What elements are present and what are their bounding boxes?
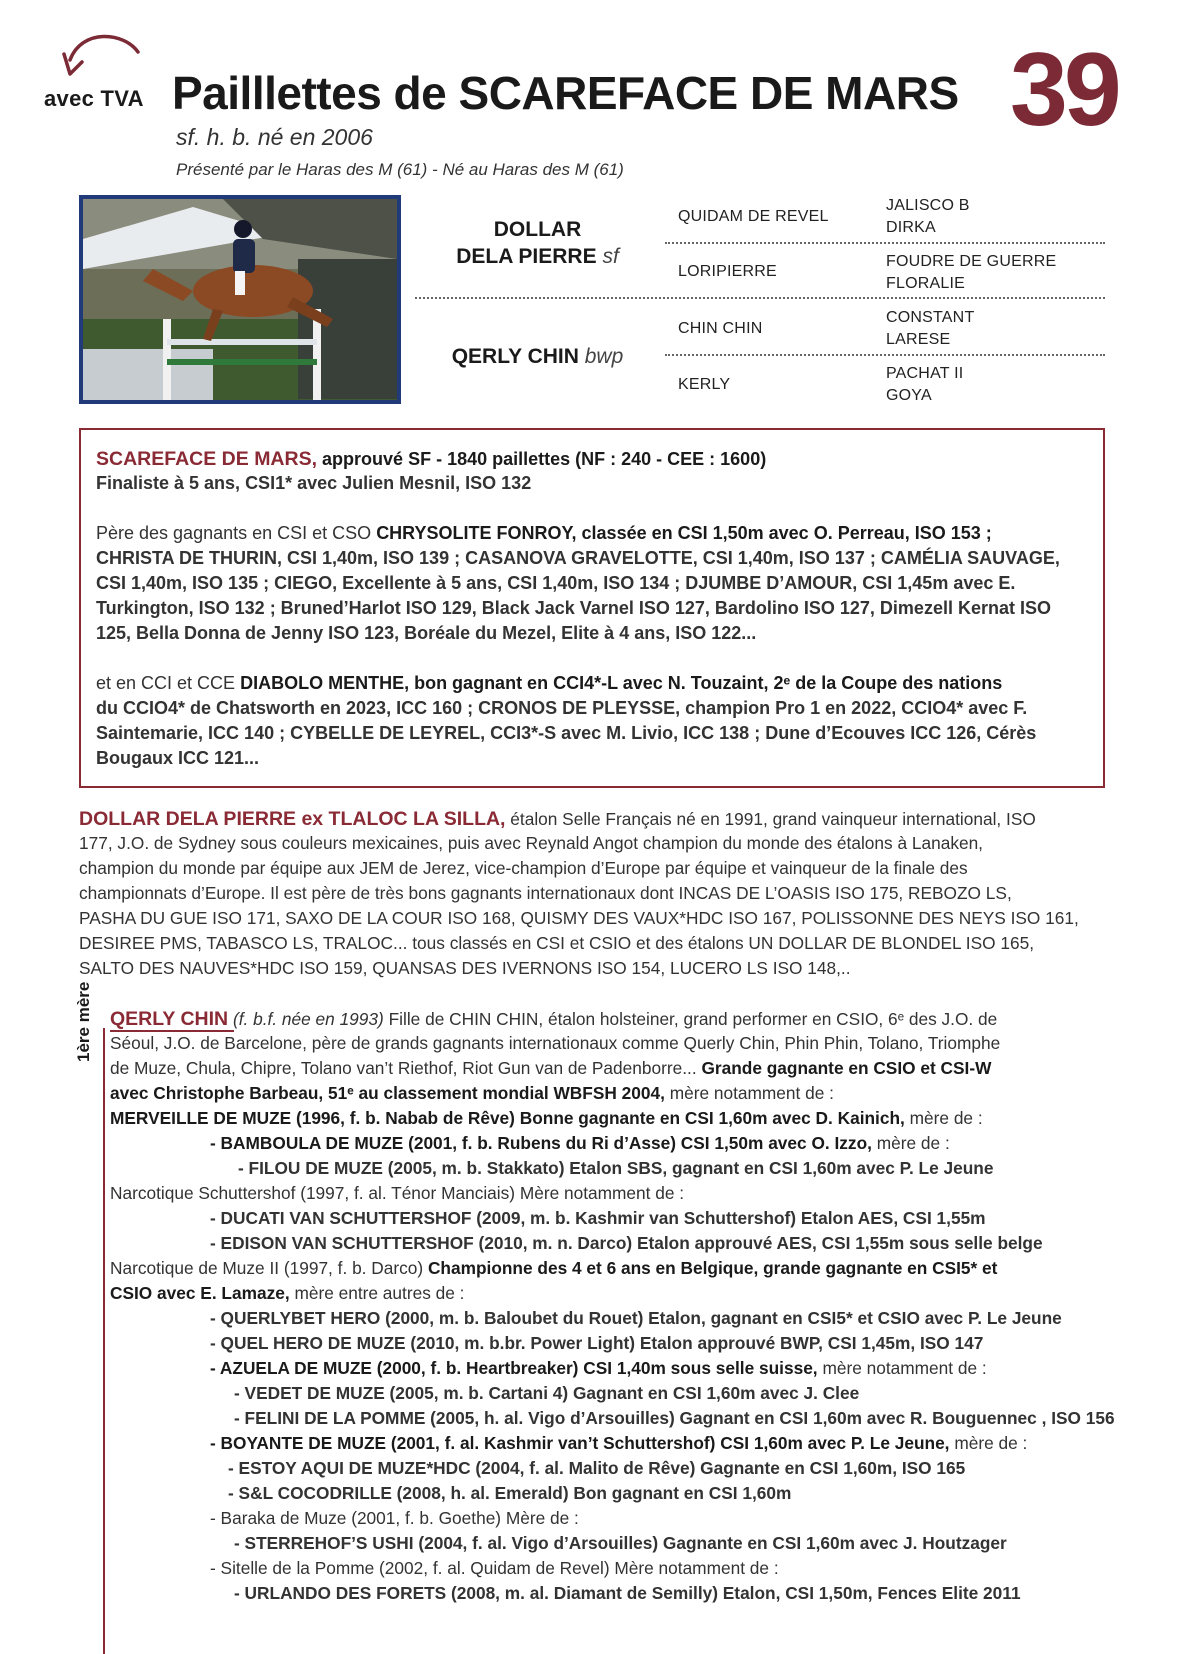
dam-name: QERLY CHIN bwp (451, 345, 624, 368)
granddam-maternal: KERLY (678, 376, 731, 393)
offspring-csi-line: Turkington, ISO 132 ; Bruned’Harlot ISO 129, Black Jack Varnel ISO 127, Bardolino ISO 127, Dimezell Kernat ISO (96, 598, 1051, 618)
great-grandparent: FLORALIE (886, 275, 965, 292)
sire-paragraph-line: DOLLAR DELA PIERRE ex TLALOC LA SILLA, étalon Selle Français né en 1991, grand vainqueur international, ISO (79, 808, 1036, 830)
first-dam-label: 1ère mère (74, 981, 93, 1062)
pedigree-divider (415, 297, 1105, 299)
sire-paragraph-line: DESIREE PMS, TABASCO LS, TRALOC... tous classés en CSI et CSIO et des étalons UN DOLLAR DE BLONDEL ISO 165, (79, 933, 1034, 953)
sire-paragraph-line: championnats d’Europe. Il est père de très bons gagnants internationaux dont INCAS DE L’OASIS ISO 175, REBOZO LS, (79, 883, 1012, 903)
tva-label: avec TVA (44, 86, 144, 111)
offspring-csi-line: CHRISTA DE THURIN, CSI 1,40m, ISO 139 ; CASANOVA GRAVELOTTE, CSI 1,40m, ISO 137 ; CAMÉLIA SAUVAGE, (96, 548, 1060, 568)
stallion-line1: SCAREFACE DE MARS, approuvé SF - 1840 paillettes (NF : 240 - CEE : 1600) (96, 448, 767, 470)
sire-paragraph-line: champion du monde par équipe aux JEM de Jerez, vice-champion d’Europe par équipe et vainqueur de la finale des (79, 858, 968, 878)
curved-arrow-icon (62, 30, 142, 82)
pedigree-divider (665, 354, 1105, 356)
presented-by: Présenté par le Haras des M (61) - Né au Haras des M (61) (176, 160, 624, 179)
produce-line: Narcotique de Muze II (1997, f. b. Darco) Championne des 4 et 6 ans en Belgique, grande gagnante en CSI5* et (110, 1258, 998, 1278)
page-title: Pailllettes de SCAREFACE DE MARS (172, 67, 959, 119)
sire-name-line2: DELA PIERRE sf (456, 245, 619, 268)
great-grandparent: DIRKA (886, 219, 936, 236)
produce-line: CSIO avec E. Lamaze, mère entre autres de : (110, 1283, 465, 1303)
great-grandparent: FOUDRE DE GUERRE (886, 253, 1057, 270)
great-grandparent: PACHAT II (886, 365, 964, 382)
granddam-paternal: LORIPIERRE (678, 263, 777, 280)
pedigree-divider (665, 242, 1105, 244)
dam-breed: bwp (584, 345, 624, 368)
produce-line: - BAMBOULA DE MUZE (2001, f. b. Rubens du Ri d’Asse) CSI 1,50m avec O. Izzo, mère de : (210, 1133, 950, 1153)
dam-paragraph-line: de Muze, Chula, Chipre, Tolano van’t Riethof, Riot Gun van de Padenborre... Grande gagnante en CSIO et CSI-W (110, 1058, 992, 1078)
produce-line: - EDISON VAN SCHUTTERSHOF (2010, m. n. Darco) Etalon approuvé AES, CSI 1,55m sous selle belge (210, 1233, 1043, 1253)
sire-name-line1: DOLLAR (493, 218, 582, 241)
produce-line: MERVEILLE DE MUZE (1996, f. b. Nabab de Rêve) Bonne gagnante en CSI 1,60m avec D. Kainich, mère de : (110, 1108, 983, 1128)
produce-line: - FELINI DE LA POMME (2005, h. al. Vigo d’Arsouilles) Gagnant en CSI 1,60m avec R. Bouguennec , ISO 156 (234, 1408, 1115, 1428)
offspring-cci-line: Saintemarie, ICC 140 ; CYBELLE DE LEYREL, CCI3*-S avec M. Livio, ICC 138 ; Dune d’Ecouves ICC 126, Cérès (96, 723, 1037, 743)
offspring-cci-line: Bougaux ICC 121... (96, 748, 260, 768)
produce-line: - S&L COCODRILLE (2008, h. al. Emerald) Bon gagnant en CSI 1,60m (228, 1483, 792, 1503)
produce-line: Narcotique Schuttershof (1997, f. al. Ténor Manciais) Mère notamment de : (110, 1183, 685, 1203)
sire-breed: sf (602, 245, 619, 268)
dam-paragraph-line: avec Christophe Barbeau, 51ᵉ au classement mondial WBFSH 2004, mère notamment de : (110, 1083, 834, 1103)
great-grandparent: JALISCO B (886, 197, 970, 214)
offspring-csi-line: CSI 1,40m, ISO 135 ; CIEGO, Excellente à 5 ans, CSI 1,40m, ISO 134 ; DJUMBE D’AMOUR, CSI 1,45m avec E. (96, 573, 1016, 593)
produce-line: - Sitelle de la Pomme (2002, f. al. Quidam de Revel) Mère notamment de : (210, 1558, 779, 1578)
produce-line: - STERREHOF’S USHI (2004, f. al. Vigo d’Arsouilles) Gagnante en CSI 1,60m avec J. Houtzager (234, 1533, 1007, 1553)
great-grandparent: LARESE (886, 331, 951, 348)
produce-line: - ESTOY AQUI DE MUZE*HDC (2004, f. al. Malito de Rêve) Gagnante en CSI 1,60m, ISO 165 (228, 1458, 966, 1478)
offspring-csi-line: 125, Bella Donna de Jenny ISO 123, Boréale du Mezel, Elite à 4 ans, ISO 122... (96, 623, 757, 643)
sire-paragraph-line: PASHA DU GUE ISO 171, SAXO DE LA COUR ISO 168, QUISMY DES VAUX*HDC ISO 167, POLISSONNE DES NEYS ISO 161, (79, 908, 1079, 928)
sire-paragraph-line: 177, J.O. de Sydney sous couleurs mexicaines, puis avec Reynald Angot champion du monde des étalons à Lanaken, (79, 833, 983, 853)
dam-paragraph-line: Séoul, J.O. de Barcelone, père de grands gagnants internationaux comme Querly Chin, Phin Phin, Tolano, Triomphe (110, 1033, 1001, 1053)
produce-line: - DUCATI VAN SCHUTTERSHOF (2009, m. b. Kashmir van Schuttershof) Etalon AES, CSI 1,55m (210, 1208, 986, 1228)
dam-section-bar (103, 1028, 105, 1654)
produce-line: - FILOU DE MUZE (2005, m. b. Stakkato) Etalon SBS, gagnant en CSI 1,60m avec P. Le Jeune (238, 1158, 994, 1178)
produce-line: - QUERLYBET HERO (2000, m. b. Baloubet du Rouet) Etalon, gagnant en CSI5* et CSIO avec P. Le Jeune (210, 1308, 1062, 1328)
sire-heading: DOLLAR DELA PIERRE ex TLALOC LA SILLA, (79, 808, 506, 830)
great-grandparent: GOYA (886, 387, 932, 404)
great-grandparent: CONSTANT (886, 309, 975, 326)
stallion-name: SCAREFACE DE MARS, (96, 448, 318, 470)
horse-photo (79, 195, 401, 404)
offspring-csi-line: Père des gagnants en CSI et CSO CHRYSOLITE FONROY, classée en CSI 1,50m avec O. Perreau, ISO 153 ; (96, 523, 992, 543)
stallion-line2: Finaliste à 5 ans, CSI1* avec Julien Mesnil, ISO 132 (96, 473, 532, 493)
lot-number: 39 (1010, 32, 1118, 148)
dam-paragraph-line: QERLY CHIN (f. b.f. née en 1993) Fille de CHIN CHIN, étalon holsteiner, grand performer en CSIO, 6ᵉ des J.O. de (110, 1008, 998, 1030)
offspring-cci-line: et en CCI et CCE DIABOLO MENTHE, bon gagnant en CCI4*-L avec N. Touzaint, 2ᵉ de la Coupe des nations (96, 673, 1003, 693)
produce-line: - AZUELA DE MUZE (2000, f. b. Heartbreaker) CSI 1,40m sous selle suisse, mère notamment de : (210, 1358, 987, 1378)
produce-line: - BOYANTE DE MUZE (2001, f. al. Kashmir van’t Schuttershof) CSI 1,60m avec P. Le Jeune, mère de : (210, 1433, 1028, 1453)
offspring-cci-line: du CCIO4* de Chatsworth en 2023, ICC 160 ; CRONOS DE PLEYSSE, champion Pro 1 en 2022, CCIO4* avec F. (96, 698, 1028, 718)
grandsire-paternal: QUIDAM DE REVEL (678, 208, 829, 225)
dam-heading: QERLY CHIN (110, 1008, 229, 1030)
sire-paragraph-line: SALTO DES NAUVES*HDC ISO 159, QUANSAS DES IVERNONS ISO 154, LUCERO LS ISO 148,.. (79, 958, 851, 978)
grandsire-maternal: CHIN CHIN (678, 320, 763, 337)
produce-line: - URLANDO DES FORETS (2008, m. al. Diamant de Semilly) Etalon, CSI 1,50m, Fences Elite 2011 (234, 1583, 1021, 1603)
horse-subtitle: sf. h. b. né en 2006 (176, 124, 373, 150)
produce-line: - QUEL HERO DE MUZE (2010, m. b.br. Power Light) Etalon approuvé BWP, CSI 1,45m, ISO 147 (210, 1333, 984, 1353)
produce-line: - Baraka de Muze (2001, f. b. Goethe) Mère de : (210, 1508, 579, 1528)
produce-line: - VEDET DE MUZE (2005, m. b. Cartani 4) Gagnant en CSI 1,60m avec J. Clee (234, 1383, 860, 1403)
